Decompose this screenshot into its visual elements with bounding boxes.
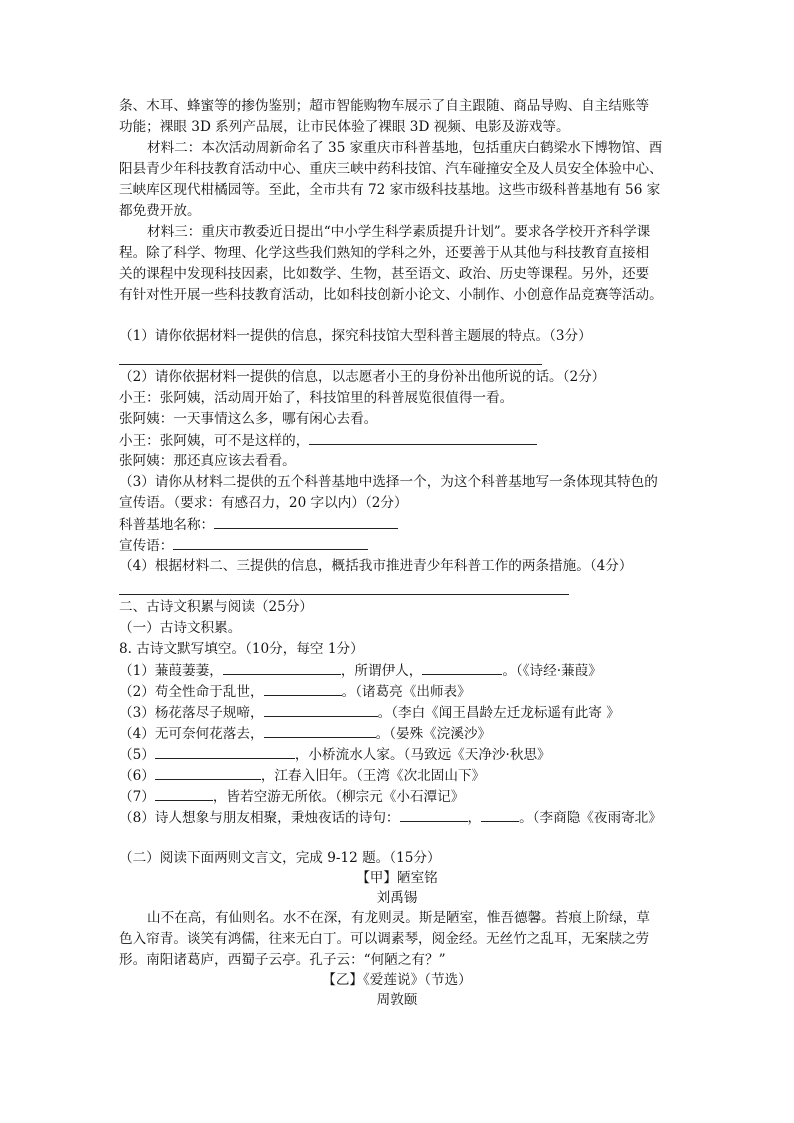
poem-item: （8）诗人想象与朋友相聚，秉烛夜话的诗句： ， 。（李商隐《夜雨寄北》	[119, 807, 662, 829]
material-3-line: 材料三：重庆市教委近日提出“中小学生科学素质提升计划”。要求各学校开齐科学课	[147, 224, 651, 240]
material-3-line: 关的课程中发现科技因素，比如数学、生物，甚至语文、政治、历史等课程。另外，还要	[119, 266, 650, 282]
poem-blank[interactable]	[400, 807, 468, 822]
poem-item: （4）无可奈何花落去， 。（晏殊《浣溪沙》	[119, 723, 491, 745]
poem-blank[interactable]	[223, 660, 341, 675]
poem-item: （3）杨花落尽子规啼， 。（李白《闻王昌龄左迁龙标遥有此寄 》	[119, 702, 620, 724]
base-name-row	[119, 514, 398, 536]
material-2-line: 阳县青少年科技教育活动中心、重庆三峡中药科技馆、汽车碰撞安全及人员安全体验中心、	[119, 161, 663, 177]
question-3: 宣传语。（要求：有感召力，20 字以内）（2分）	[119, 495, 408, 511]
poem-item: （5） ，小桥流水人家。（马致远《天净沙·秋思》	[119, 744, 551, 766]
section-title: 二、古诗文积累与阅读（25分）	[119, 599, 314, 615]
slogan-label: 宣传语：	[119, 538, 174, 554]
text-a-title: 【甲】陋室铭	[356, 870, 438, 886]
text-a-author: 刘禹锡	[376, 890, 418, 906]
text-b-author: 周敦颐	[376, 992, 418, 1008]
poem-blank[interactable]	[422, 660, 502, 675]
poem-blank[interactable]	[155, 765, 261, 780]
reading-intro: （二）阅读下面两则文言文，完成 9-12 题。（15分）	[119, 850, 441, 866]
material-3-line: 有针对性开展一些科技教育活动，比如科技创新小论文、小制作、小创意作品竞赛等活动。	[119, 287, 663, 303]
question-1: （1）请你依据材料一提供的信息，探究科技馆大型科普主题展的特点。（3分）	[119, 328, 592, 344]
intro-line: 条、木耳、蜂蜜等的掺伪鉴别；超市智能购物车展示了自主跟随、商品导购、自主结账等	[119, 98, 650, 114]
dialog-line: 小王：张阿姨，活动周开始了，科技馆里的科普展览很值得一看。	[119, 390, 514, 406]
poem-item: （7） ，皆若空游无所依。（柳宗元《小石潭记》	[119, 786, 464, 808]
intro-line: 功能；裸眼 3D 系列产品展，让市民体验了裸眼 3D 视频、电影及游戏等。	[119, 119, 570, 135]
subsection-title: （一）古诗文积累。	[119, 620, 242, 636]
poem-blank[interactable]	[264, 681, 342, 696]
answer-line-q1[interactable]	[119, 364, 542, 365]
material-2-line: 材料二：本次活动周新命名了 35 家重庆市科普基地，包括重庆白鹤梁水下博物馆、酉	[147, 140, 663, 156]
answer-blank-q2[interactable]	[309, 430, 537, 445]
material-2-line: 三峡库区现代柑橘园等。至此，全市共有 72 家市级科技基地。这些市级科普基地有 56 家	[119, 182, 661, 198]
slogan-blank[interactable]	[173, 535, 368, 550]
material-3-line: 程。除了科学、物理、化学这些我们熟知的学科之外，还要善于从其他与科技教育直接相	[119, 245, 650, 261]
poem-item: （6） ，江春入旧年。（王湾《次北固山下》	[119, 765, 485, 787]
base-name-blank[interactable]	[214, 514, 398, 529]
text-a-line: 山不在高，有仙则名。水不在深，有龙则灵。斯是陋室，惟吾德馨。苔痕上阶绿，草	[147, 910, 650, 926]
poem-blank[interactable]	[155, 786, 213, 801]
question-8: 8. 古诗文默写填空。（10分，每空 1分）	[119, 641, 364, 657]
poem-item: （2）苟全性命于乱世， 。（诸葛亮《出师表》	[119, 681, 471, 703]
slogan-row	[119, 535, 368, 557]
text-b-title: 【乙】《爱莲说》（节选）	[322, 972, 472, 988]
poem-blank[interactable]	[264, 723, 376, 738]
dialog-line: 张阿姨：一天事情这么多，哪有闲心去看。	[119, 411, 378, 427]
answer-line-q4[interactable]	[119, 594, 569, 595]
text-a-line: 色入帘青。谈笑有鸿儒，往来无白丁。可以调素琴，阅金经。无丝竹之乱耳，无案牍之劳	[119, 931, 650, 947]
question-2: （2）请你依据材料一提供的信息，以志愿者小王的身份补出他所说的话。（2分）	[119, 369, 606, 385]
base-name-label: 科普基地名称：	[119, 517, 215, 533]
dialog-prompt: 小王：张阿姨，可不是这样的，	[119, 433, 310, 449]
poem-blank[interactable]	[481, 807, 519, 822]
dialog-line: 张阿姨：那还真应该去看看。	[119, 453, 296, 469]
text-a-line: 形。南阳诸葛庐，西蜀子云亭。孔子云：“何陋之有？”	[119, 952, 446, 968]
material-2-line: 都免费开放。	[119, 203, 201, 219]
dialog-line	[119, 430, 537, 452]
poem-item: （1）蒹葭萋萋， ，所谓伊人， 。（《诗经·蒹葭》	[119, 660, 602, 682]
question-4: （4）根据材料二、三提供的信息，概括我市推进青少年科普工作的两条措施。（4分）	[119, 558, 633, 574]
question-3: （3）请你从材料二提供的五个科普基地中选择一个，为这个科普基地写一条体现其特色的	[119, 474, 658, 490]
poem-blank[interactable]	[264, 702, 378, 717]
poem-blank[interactable]	[155, 744, 295, 759]
